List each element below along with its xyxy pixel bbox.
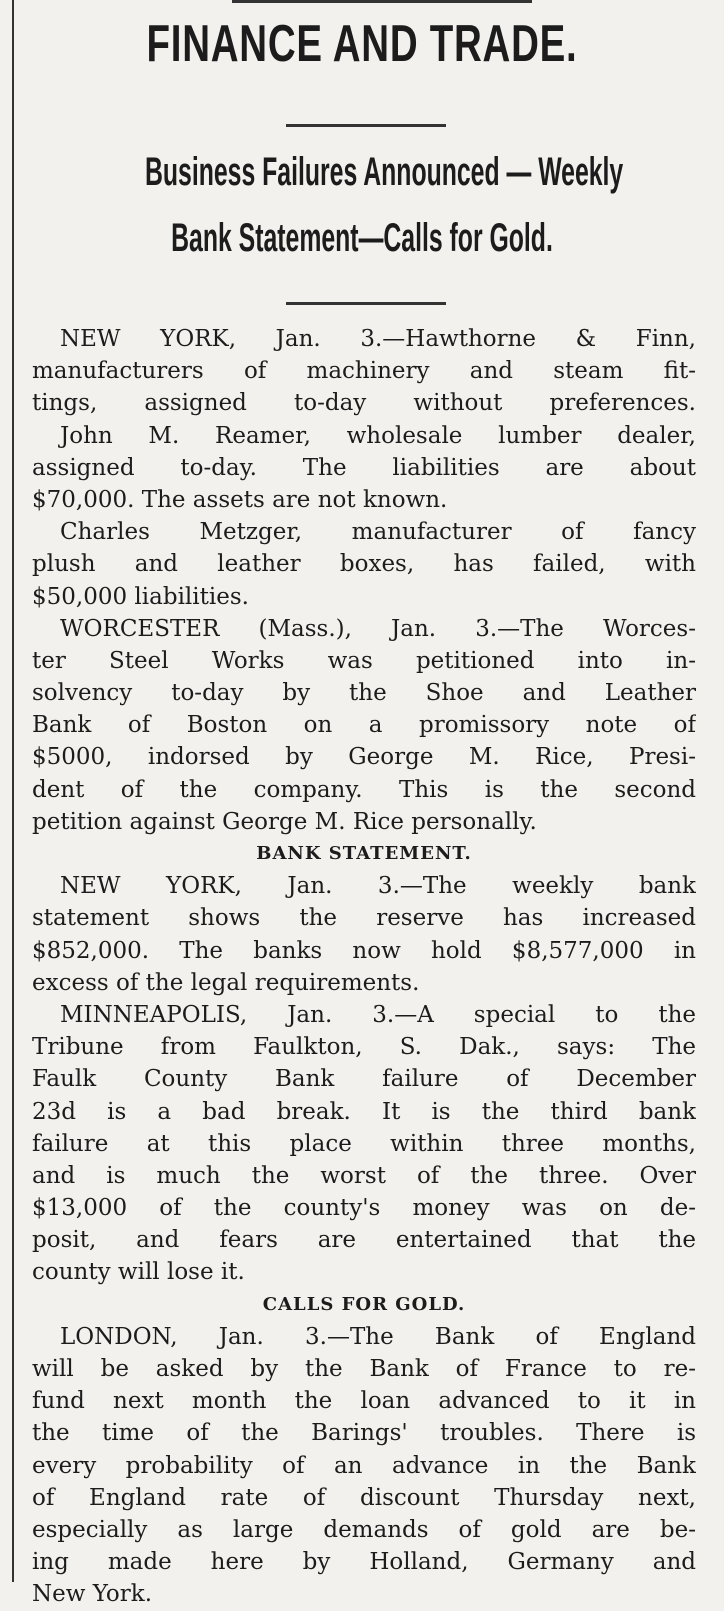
article-line: county will lose it. — [32, 1259, 245, 1286]
article-line: LONDON, Jan. 3.—The Bank of England — [60, 1323, 696, 1350]
page-title: FINANCE AND TRADE. — [146, 15, 578, 73]
divider — [286, 124, 446, 127]
article-line: MINNEAPOLIS, Jan. 3.—A special to the — [60, 1001, 696, 1028]
divider — [286, 302, 446, 305]
article-line: will be asked by the Bank of France to re- — [32, 1356, 696, 1382]
article-line: $13,000 of the county's money was on de- — [32, 1195, 696, 1222]
article-line: solvency to-day by the Shoe and Leather — [32, 680, 696, 707]
article-line: dent of the company. This is the second — [32, 776, 696, 803]
article-line: manufacturers of machinery and steam fit- — [32, 358, 696, 385]
article-line: of England rate of discount Thursday next, — [32, 1484, 696, 1511]
top-rule — [232, 0, 532, 3]
article-line: petition against George M. Rice personally. — [32, 808, 537, 835]
article-line: statement shows the reserve has increased — [32, 905, 696, 932]
article-line: plush and leather boxes, has failed, with — [32, 551, 696, 578]
article-line: Faulk County Bank failure of December — [32, 1066, 696, 1093]
article-line: $70,000. The assets are not known. — [32, 486, 448, 513]
article-line: and is much the worst of the three. Over — [32, 1162, 696, 1189]
article-line: every probability of an advance in the Bank — [32, 1452, 696, 1479]
article-line: Charles Metzger, manufacturer of fancy — [60, 519, 696, 546]
article-line: NEW YORK, Jan. 3.—Hawthorne & Finn, — [60, 326, 696, 352]
subtitle-line-1: Business Failures Announced — Weekly — [145, 150, 624, 194]
article-line: 23d is a bad break. It is the third bank — [32, 1098, 696, 1125]
article-line: $852,000. The banks now hold $8,577,000 in — [32, 937, 696, 964]
article-line: WORCESTER (Mass.), Jan. 3.—The Worces- — [60, 615, 696, 642]
article-line: posit, and fears are entertained that the — [32, 1227, 696, 1254]
article-line: tings, assigned to-day without preferences. — [32, 390, 696, 417]
column-rule — [12, 0, 14, 1582]
article-line: $5000, indorsed by George M. Rice, Presi- — [32, 744, 696, 771]
article-line: New York. — [32, 1581, 153, 1608]
section-heading: BANK STATEMENT. — [256, 843, 472, 864]
article-line: the time of the Barings' troubles. There is — [32, 1420, 696, 1447]
article-line: Bank of Boston on a promissory note of — [32, 712, 696, 739]
newspaper-column — [12, 0, 712, 1608]
article-line: failure at this place within three months, — [32, 1130, 696, 1157]
article-line: John M. Reamer, wholesale lumber dealer, — [60, 422, 696, 449]
article-line: ing made here by Holland, Germany and — [32, 1549, 696, 1576]
article-line: Tribune from Faulkton, S. Dak., says: The — [32, 1034, 696, 1061]
article-line: especially as large demands of gold are be- — [32, 1516, 696, 1543]
article-line: ter Steel Works was petitioned into in- — [32, 647, 696, 674]
article-line: NEW YORK, Jan. 3.—The weekly bank — [60, 873, 696, 900]
article-line: excess of the legal requirements. — [32, 969, 420, 996]
article-body — [32, 323, 696, 1611]
article-line: assigned to-day. The liabilities are about — [32, 454, 696, 481]
article-line: $50,000 liabilities. — [32, 583, 249, 610]
article-line: fund next month the loan advanced to it in — [32, 1388, 696, 1415]
section-heading: CALLS FOR GOLD. — [262, 1293, 466, 1315]
subtitle-line-2: Bank Statement—Calls for Gold. — [171, 216, 553, 260]
